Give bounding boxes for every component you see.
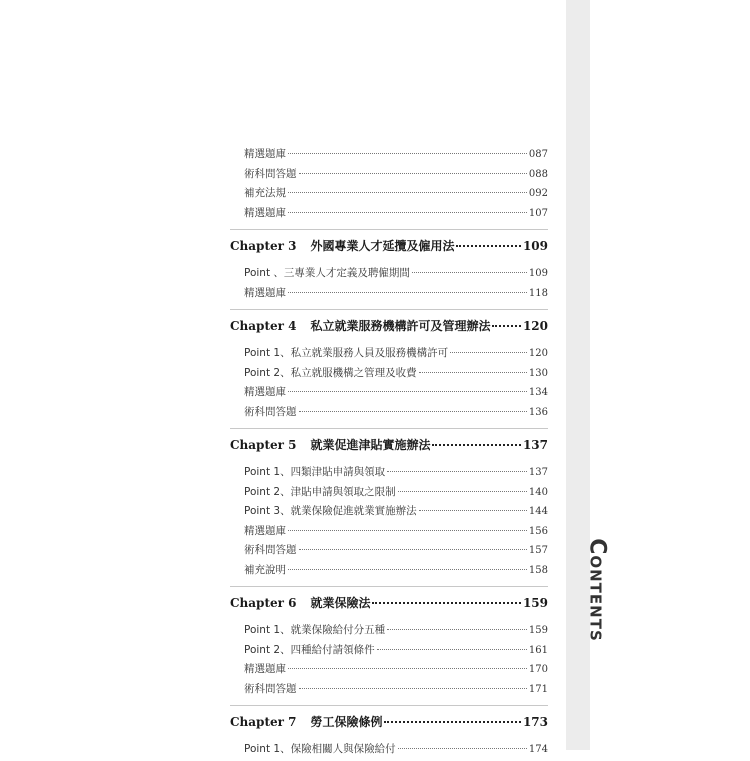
chapter-number: Chapter 6 [230, 596, 297, 610]
toc-item-row[interactable] [230, 503, 548, 523]
dot-leader [288, 212, 527, 213]
dot-leader [372, 602, 520, 604]
toc-item-row[interactable] [230, 484, 548, 504]
page-number: 087 [528, 149, 548, 160]
dot-leader [299, 688, 527, 689]
toc-item-label: Point 2、津貼申請與領取之限制 [244, 485, 396, 498]
chapter-number: Chapter 3 [230, 239, 297, 253]
toc-item-row[interactable] [230, 345, 548, 365]
toc-item-label: Point 1、私立就業服務人員及服務機構許可 [244, 347, 449, 359]
chapter-title: 就業促進津貼實施辦法 [310, 438, 431, 452]
toc-chapter-row[interactable] [230, 229, 548, 263]
toc-item-row[interactable] [230, 384, 548, 404]
page-number: 109 [522, 239, 548, 253]
page-number: 159 [528, 625, 548, 636]
dot-leader [492, 325, 520, 327]
dot-leader [456, 245, 520, 247]
chapter-number: Chapter 7 [230, 715, 297, 729]
toc-item-row[interactable] [230, 542, 548, 562]
toc-item-label: 術科問答題 [244, 405, 297, 418]
page-number: 092 [528, 188, 548, 199]
dot-leader [377, 649, 527, 650]
page-number: 144 [528, 506, 548, 517]
toc-item-row[interactable] [230, 562, 548, 582]
table-of-contents [230, 146, 548, 761]
toc-item-row[interactable] [230, 642, 548, 662]
toc-item-row[interactable] [230, 404, 548, 424]
page-number: 171 [528, 683, 548, 695]
chapter-title: 就業保險法 [310, 596, 371, 610]
page-number: 159 [522, 596, 548, 610]
toc-item-label: Point 1、就業保險給付分五種 [244, 624, 386, 636]
toc-item-label: 精選題庫 [244, 286, 286, 299]
page-number: 120 [528, 348, 548, 359]
dot-leader [288, 530, 527, 531]
dot-leader [288, 668, 527, 669]
toc-item-label: 術科問答題 [244, 544, 297, 556]
toc-item-row[interactable] [230, 365, 548, 385]
toc-item-row[interactable] [230, 185, 548, 205]
toc-item-label: 精選題庫 [244, 524, 286, 537]
toc-item-row[interactable] [230, 285, 548, 305]
toc-item-label: 術科問答題 [244, 167, 297, 180]
toc-item-label: Point 、三專業人才定義及聘僱期間 [244, 267, 410, 279]
toc-chapter-row[interactable] [230, 428, 548, 462]
page-number: 130 [528, 367, 548, 379]
toc-item-row[interactable] [230, 741, 548, 761]
toc-item-row[interactable] [230, 464, 548, 484]
toc-item-row[interactable] [230, 265, 548, 285]
toc-item-row[interactable] [230, 661, 548, 681]
dot-leader [398, 491, 527, 492]
dot-leader [387, 629, 527, 630]
page-number: 157 [528, 545, 548, 556]
chapter-title: 勞工保險條例 [310, 715, 383, 729]
dot-leader [419, 510, 527, 511]
page-number: 118 [528, 287, 548, 299]
dot-leader [288, 153, 527, 154]
toc-item-row[interactable] [230, 146, 548, 166]
chapter-number: Chapter 4 [230, 319, 297, 333]
chapter-number: Chapter 5 [230, 438, 297, 452]
page-number: 137 [522, 438, 548, 452]
side-margin [590, 0, 750, 750]
toc-item-label: Point 1、四類津貼申請與領取 [244, 466, 386, 478]
toc-item-label: 精選題庫 [244, 663, 286, 675]
toc-chapter-row[interactable] [230, 586, 548, 620]
toc-chapter-row[interactable] [230, 309, 548, 343]
chapter-title: 私立就業服務機構許可及管理辦法 [310, 319, 491, 333]
toc-item-row[interactable] [230, 205, 548, 225]
toc-item-label: 精選題庫 [244, 206, 286, 219]
dot-leader [288, 192, 527, 193]
dot-leader [299, 411, 527, 412]
page-number: 161 [528, 644, 548, 656]
dot-leader [450, 352, 527, 353]
dot-leader [288, 569, 527, 570]
dot-leader [288, 292, 527, 293]
page-number: 107 [528, 207, 548, 219]
dot-leader [384, 721, 520, 723]
dot-leader [387, 471, 527, 472]
toc-item-label: 補充法規 [244, 187, 286, 199]
page-number: 174 [528, 744, 548, 755]
page-number: 158 [528, 564, 548, 576]
page-number: 170 [528, 664, 548, 675]
toc-item-row[interactable] [230, 523, 548, 543]
dot-leader [398, 748, 527, 749]
dot-leader [299, 549, 527, 550]
chapter-title: 外國專業人才延攬及僱用法 [310, 239, 455, 253]
toc-item-row[interactable] [230, 681, 548, 701]
page-number: 156 [528, 525, 548, 537]
toc-item-label: Point 1、保險相關人與保險給付 [244, 743, 396, 755]
toc-item-row[interactable] [230, 622, 548, 642]
dot-leader [299, 173, 527, 174]
dot-leader [412, 272, 527, 273]
toc-item-label: 精選題庫 [244, 386, 286, 398]
page-number: 109 [528, 268, 548, 279]
dot-leader [432, 444, 520, 446]
page-number: 173 [522, 715, 548, 729]
toc-item-label: 術科問答題 [244, 682, 297, 695]
page-number: 140 [528, 486, 548, 498]
toc-item-label: Point 2、私立就服機構之管理及收費 [244, 366, 417, 379]
contents-side-label: Contents [584, 538, 610, 642]
page-number: 137 [528, 467, 548, 478]
page-number: 088 [528, 168, 548, 180]
dot-leader [419, 372, 527, 373]
toc-item-label: Point 3、就業保險促進就業實施辦法 [244, 505, 417, 517]
page-number: 134 [528, 387, 548, 398]
dot-leader [288, 391, 527, 392]
toc-item-label: Point 2、四種給付請領條件 [244, 643, 375, 656]
toc-item-row[interactable] [230, 166, 548, 186]
page-number: 136 [528, 406, 548, 418]
toc-chapter-row[interactable] [230, 705, 548, 739]
toc-item-label: 精選題庫 [244, 148, 286, 160]
page-number: 120 [522, 319, 548, 333]
toc-item-label: 補充說明 [244, 563, 286, 576]
